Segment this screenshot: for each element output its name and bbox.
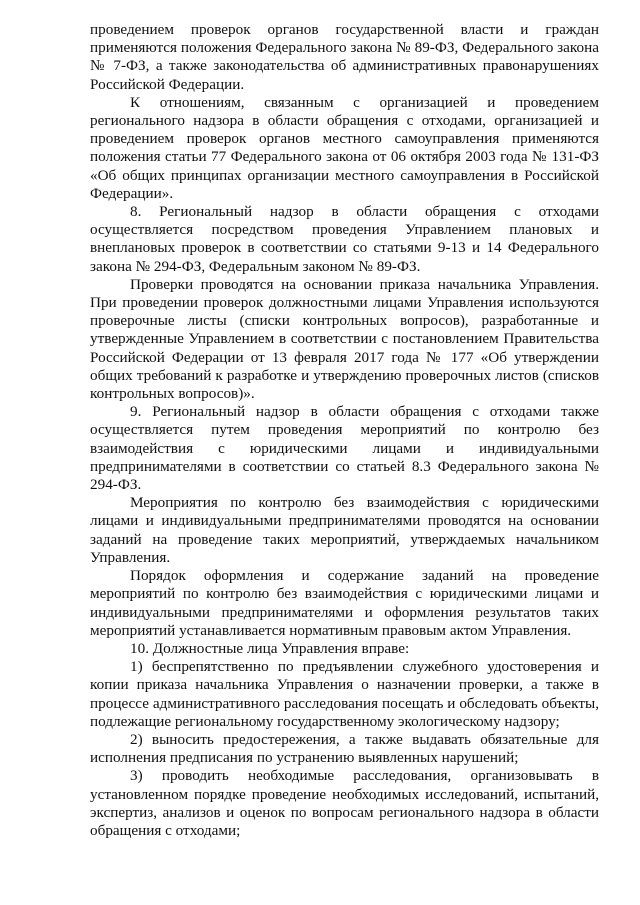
- paragraph-item-9: 9. Региональный надзор в области обращения с отходами также осуществляется путем проведения мероприятий по контролю без взаимодействия с юридическими лицами и индивидуальными предпринимателями в соответствии со статьей 8.3 Федерального закона № 294-ФЗ.: [90, 403, 599, 494]
- paragraph-right-1: 1) беспрепятственно по предъявлении служебного удостоверения и копии приказа начальника Управления о назначении проверки, а также в процессе административного расследования посещать и обследовать объекты, подлежащие региональному государственному экологическому надзору;: [90, 658, 599, 730]
- paragraph-inspections-basis: Проверки проводятся на основании приказа начальника Управления. При проведении проверок должностными лицами Управления используются проверочные листы (списки контрольных вопросов), разработанные и утвержденные Управлением в соответствии с постановлением Правительства Российской Федерации от 13 февраля 2017 года № 177 «Об утверждении общих требований к разработке и утверждению проверочных листов (списков контрольных вопросов)».: [90, 275, 599, 403]
- paragraph-right-3: 3) проводить необходимые расследования, организовывать в установленном порядке проведение необходимых исследований, испытаний, экспертиз, анализов и оценок по вопросам регионального надзора в области обращения с отходами;: [90, 767, 599, 839]
- paragraph-municipal-relations: К отношениям, связанным с организацией и проведением регионального надзора в области обращения с отходами, организацией и проведением проверок органов местного самоуправления применяются положения статьи 77 Федерального закона от 06 октября 2003 года № 131-ФЗ «Об общих принципах организации местного самоуправления в Российской Федерации».: [90, 93, 599, 202]
- document-page: [90, 21, 599, 840]
- paragraph-continuation: проведением проверок органов государственной власти и граждан применяются положения Федерального закона № 89-ФЗ, Федерального закона № 7-ФЗ, а также законодательства об административных правонарушениях Российской Федерации.: [90, 21, 599, 93]
- paragraph-right-2: 2) выносить предостережения, а также выдавать обязательные для исполнения предписания по устранению выявленных нарушений;: [90, 730, 599, 767]
- paragraph-item-10: 10. Должностные лица Управления вправе:: [130, 639, 410, 657]
- paragraph-control-measures: Мероприятия по контролю без взаимодействия с юридическими лицами и индивидуальными предпринимателями проводятся на основании заданий на проведение таких мероприятий, утверждаемых начальником Управления.: [90, 494, 599, 566]
- paragraph-item-8: 8. Региональный надзор в области обращения с отходами осуществляется посредством проведения Управлением плановых и внеплановых проверок в соответствии со статьями 9-13 и 14 Федерального закона № 294-ФЗ, Федеральным законом № 89-ФЗ.: [90, 203, 599, 275]
- paragraph-task-procedure: Порядок оформления и содержание заданий на проведение мероприятий по контролю без взаимодействия с юридическими лицами и индивидуальными предпринимателями и оформления результатов таких мероприятий устанавливается нормативным правовым актом Управления.: [90, 567, 599, 639]
